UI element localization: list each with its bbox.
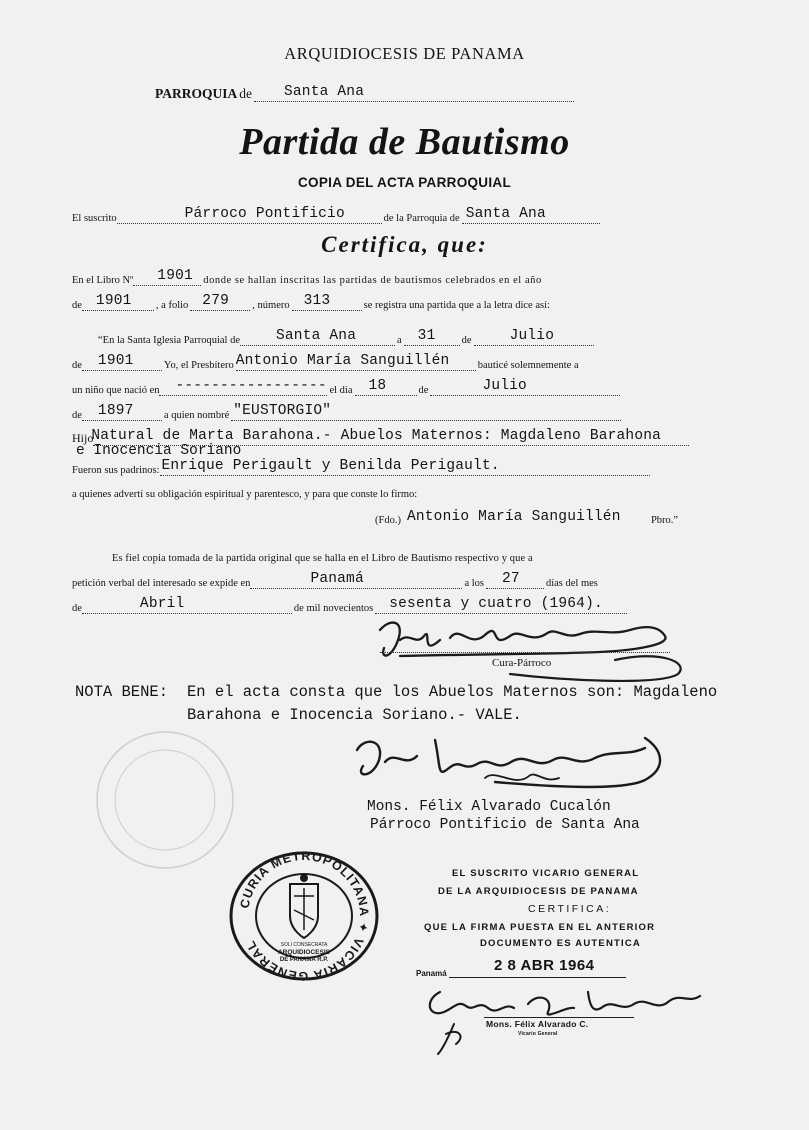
fdo-line (375, 502, 678, 526)
birth-year-value: 1897 (97, 403, 134, 419)
libro-field (133, 265, 201, 286)
birth-day-value: 18 (368, 378, 387, 394)
nota-bene-line1: En el acta consta que los Abuelos Maternos son: Magdaleno (187, 683, 718, 701)
copia-text: Es fiel copia tomada de la partida original que se halla en el Libro de Bautismo respectivo y que a (112, 553, 533, 564)
cura-parroco-rule (380, 652, 670, 653)
year-value: 1901 (95, 293, 132, 309)
nota-bene-line2: Barahona e Inocencia Soriano.- VALE. (187, 706, 522, 724)
parish-field (254, 81, 574, 102)
copia-year-value: sesenta y cuatro (1964). (389, 596, 603, 612)
parish-label: PARROQUIA (155, 86, 238, 101)
curia-seal (228, 850, 380, 982)
folio-field (190, 290, 250, 311)
seal-inner-line1: ARQUIDIOCESIS (277, 949, 331, 956)
seal-inner-line2: DE PANAMA R.P. (279, 957, 329, 963)
numero-label: , número (252, 300, 290, 311)
fdo-value: Antonio María Sanguillén (406, 509, 621, 525)
a-label: a (397, 335, 402, 346)
de4-label: de (72, 410, 82, 421)
parish-de-label: de (239, 86, 252, 101)
vicar-signer-name: Mons. Félix Alvarado C. (486, 1019, 589, 1029)
numero-value: 313 (303, 293, 331, 309)
obligacion-text: a quienes advertí su obligación espiritual y parentesco, y para que conste lo firmo: (72, 489, 418, 500)
nacio-value: ----------------- (175, 378, 327, 394)
peticion-line (72, 565, 600, 589)
registra-text: se registra una partida que a la letra dice así: (363, 300, 550, 311)
nombre-line (72, 397, 621, 421)
cura-parroco-signature (360, 610, 700, 690)
seal-ribbon: SOLI CONSECRATA (280, 942, 328, 948)
nacio-label: un niño que nació en (72, 385, 160, 396)
nota-bene-label: NOTA BENE: (75, 683, 169, 701)
signatory-title: Párroco Pontificio de Santa Ana (370, 817, 640, 833)
alos-label: a los (464, 578, 484, 589)
presbitero-label: Yo, el Presbítero (163, 360, 234, 371)
cura-parroco-label: Cura-Párroco (492, 657, 552, 669)
hijo-label: Hijo (72, 431, 94, 445)
archdiocese-heading: ARQUIDIOCESIS DE PANAMA (284, 44, 525, 63)
copia-day-value: 27 (501, 571, 520, 587)
vicar-stamp-line4: QUE LA FIRMA PUESTA EN EL ANTERIOR (424, 922, 656, 933)
nombre-field (231, 400, 621, 421)
birth-month-value: Julio (482, 378, 527, 394)
vicar-stamp-line1: EL SUSCRITO VICARIO GENERAL (452, 868, 640, 879)
birth-month-field (430, 375, 620, 396)
acta-year-field (82, 350, 162, 371)
vicar-stamp-place: Panamá (416, 969, 447, 978)
copia-day-field (486, 568, 544, 589)
month-field (474, 325, 594, 346)
nacio-field (159, 375, 327, 396)
iglesia-line (98, 322, 594, 346)
nacio-line (72, 372, 620, 396)
presbitero-value: Antonio María Sanguillén (235, 353, 450, 369)
year-field (82, 290, 154, 311)
day-value: 31 (417, 328, 436, 344)
birth-day-field (355, 375, 417, 396)
suscrito-line (72, 200, 600, 224)
vicar-stamp-line3: CERTIFICA: (528, 903, 612, 915)
padrinos-label: Fueron sus padrinos: (72, 465, 160, 476)
vicar-stamp-line2: DE LA ARQUIDIOCESIS DE PANAMA (438, 886, 639, 897)
place-field (250, 568, 462, 589)
vicar-signature-rule (484, 1017, 634, 1018)
de-label: de (461, 335, 472, 346)
parroquia-label: de la Parroquia de (383, 213, 460, 224)
place-value: Panamá (310, 571, 364, 587)
bautice-text: bauticé solemnemente a (477, 360, 579, 371)
birth-year-field (82, 400, 162, 421)
libro-label: En el Libro Nº (72, 275, 134, 286)
folio-label: , a folio (155, 300, 189, 311)
numero-field (292, 290, 362, 311)
vicar-stamp-line5: DOCUMENTO ES AUTENTICA (480, 938, 641, 949)
parroquia-value: Santa Ana (465, 206, 546, 222)
vicar-signer-title: Vicario General (518, 1031, 558, 1037)
seal-ring-text: CURIA METROPOLITANA ✦ VICARIA GENERAL (237, 850, 372, 982)
padrinos-value: Enrique Perigault y Benilda Perigault. (161, 458, 500, 474)
pbro-label: Pbro.” (650, 515, 679, 526)
de3-label: de (418, 385, 429, 396)
parish-value: Santa Ana (284, 84, 365, 100)
padrinos-field (160, 455, 650, 476)
folio-de-label: de (72, 300, 82, 311)
acta-year-value: 1901 (97, 353, 134, 369)
folio-line (72, 287, 552, 311)
dias-label: días del mes (545, 578, 598, 589)
peticion-label: petición verbal del interesado se expide en (72, 578, 251, 589)
month-value: Julio (509, 328, 555, 344)
document-title: Partida de Bautismo (239, 121, 570, 163)
suscrito-label: El suscrito (72, 213, 117, 224)
nombre-label: a quien nombré (163, 410, 230, 421)
fdo-label: (Fdo.) (375, 515, 401, 526)
hijo-value: Natural de Marta Barahona.- Abuelos Maternos: Magdaleno Barahona (91, 428, 662, 444)
iglesia-field (240, 325, 395, 346)
libro-line (72, 262, 544, 286)
suscrito-value: Párroco Pontificio (184, 206, 345, 222)
dia-label: el día (329, 385, 353, 396)
copia-month-field (82, 593, 292, 614)
de2-label: de (72, 360, 82, 371)
document-subtitle: COPIA DEL ACTA PARROQUIAL (298, 175, 511, 190)
libro-text: donde se hallan inscritas las partidas de bautismos celebrados en el año (203, 275, 542, 286)
presbitero-field (236, 350, 476, 371)
parroquia-field (462, 203, 600, 224)
obligacion-line (72, 476, 417, 500)
vicar-signature (418, 978, 718, 1058)
parish-line (155, 78, 574, 102)
folio-value: 279 (202, 293, 230, 309)
libro-value: 1901 (157, 268, 193, 284)
nombre-value: "EUSTORGIO" (233, 403, 332, 419)
iglesia-label: “En la Santa Iglesia Parroquial de (98, 335, 240, 346)
mil-label: de mil novecientos (293, 603, 374, 614)
day-field (404, 325, 460, 346)
presbitero-line (72, 347, 581, 371)
suscrito-field (117, 203, 382, 224)
hijo-value-cont: e Inocencia Soriano (76, 443, 242, 459)
padrinos-line (72, 452, 650, 476)
copia-month-value: Abril (139, 596, 185, 612)
vicar-stamp-date: 2 8 ABR 1964 (494, 957, 595, 974)
iglesia-value: Santa Ana (276, 328, 357, 344)
fdo-field (401, 506, 651, 526)
copia-line (112, 540, 533, 564)
signatory-name: Mons. Félix Alvarado Cucalón (367, 799, 611, 815)
copia-de-label: de (72, 603, 82, 614)
embossed-seal (90, 725, 240, 875)
certifica-heading: Certifica, que: (321, 232, 488, 257)
alvarado-signature (345, 728, 685, 808)
